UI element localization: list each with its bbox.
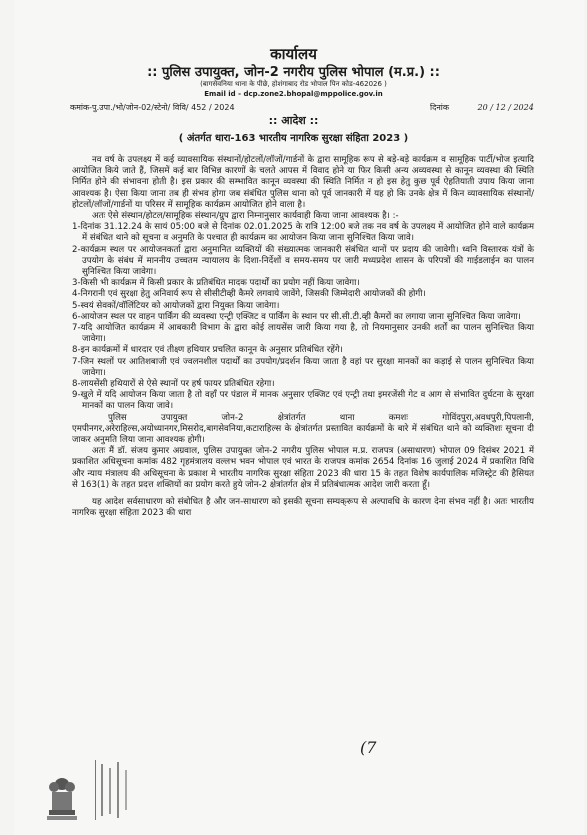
list-item: 8-इन कार्यक्रमों में धारदार एवं तीक्ष्ण हथियार प्रचलित कानून के अनुसार प्रतिबंधित रहेंगे। [72,345,343,356]
date-label: दिनांक [430,103,449,112]
list-item: 7-यदि आयोजित कार्यक्रम में आबकारी विभाग के द्वारा कोई लायसेंस जारी किया गया है, तो नियमानुसार उनकी शर्तों का पालन सुनिश्चित किया जावेगा। [72,323,534,345]
list-item: 7-जिन स्थलों पर आतिशबाजी एवं ज्वलनशील पदार्थों का उपयोग/प्रदर्शन किया जाता है वहां पर सुरक्षा मानकों का कड़ाई से पालन सुनिश्चित किया जावेगा। [72,356,534,378]
list-item: 9-खुले में यदि आयोजन किया जाता है तो वहाँ पर पंडाल में मानक अनुसार एक्जिट एवं एन्ट्री तथा इमरजेंसी गेट व आग से संभावित दुर्घटना के सुरक्षा मानकों का पालन किया जावे। [72,390,534,412]
list-item: 1-दिनांक 31.12.24 के सायं 05:00 बजे से दिनांक 02.01.2025 के रात्रि 12:00 बजे तक नव वर्ष के उपलक्ष्य में आयोजित होने वाले कार्यक्रम में संबंधित थाने को सूचना व अनुमति के पश्चात ही कार्यक्रम का आयोजन किया जाना सुनिश्चित किया जावे। [72,222,534,244]
reference-number: कमांक-पु.उपा./भो/जोन-02/स्टेनो/ विवि/ 452 / 2024 [70,103,235,112]
list-item: 2-कार्यक्रम स्थल पर आयोजनकर्ता द्वारा अनुमानित व्यक्तियों की संख्यात्मक जानकारी संबंधित थानों पर प्रदाय की जावेगी। ध्वनि विस्तारक यंत्रों के उपयोग के संबंध में माननीय उच्चतम न्यायालय के दिशा-निर्देशों व समय-समय पर जारी मध्यप्रदेश शासन के परिपत्रों की गाईडलाईन का पालन सुनिश्चित किया जावेगा। [72,244,534,278]
ashoka-emblem-seal-icon [44,774,80,822]
office-heading: कार्यालय [270,45,317,63]
list-item: 5-स्वयं सेवकों/वॉलिंटियर को आयोजकों द्वारा नियुक्त किया जावेगा। [72,300,280,311]
zone-paragraph: पुलिस उपायुक्त जोन-2 क्षेत्रांतर्गत थाना कमशः गोविंदपुरा,अवधपुरी,पिपलानी, एमपीनगर,अरेराहिल्स,अयोध्यानगर,मिसरोद,बागसेवनिया,कटाराहिल्स के क्षेत्रांतर्गत प्रस्तावित कार्यक्रमों के बारे में संबंधित थाने को व्यक्तिशः सूचना दी जाकर अनुमति लिया जाना आवश्यक होगी। [72,412,534,446]
office-email: Email id - dcp.zone2.bhopal@mppolice.gov.in [204,90,383,98]
office-address: (बागसेवनिया थाना के पीछे, होशंगाबाद रोड भोपाल पिन कोड-462026 ) [200,80,387,88]
order-date [430,102,534,113]
date-value: 20 / 12 / 2024 [477,103,534,112]
office-stamp-icon [95,760,134,820]
signature-mark: (7 [360,738,377,757]
intro-paragraph: नव वर्ष के उपलक्ष्य में कई व्यावसायिक संस्थानों/होटलों/लॉजों/गार्डनों के द्वारा सामूहिक रूप से बड़े-बड़े कार्यक्रम व सामूहिक पार्टी/भोज इत्यादि आयोजित किये जाते हैं, जिसमें कई बार विभिन्न कारणों के चलते आपस में विवाद होने या फिर किसी अन्य अव्यवस्था से कानून व्यवस्था की स्थिति निर्मित होने की संभावना होती है। इस प्रकार की सम्भावित कानून व्यवस्था की स्थिति निर्मित न हो इस हेतु कुछ पूर्व ऐहतियाती उपाय किया जाना आवश्यक है। ऐसा किया जाना तब ही संभव होगा जब संबंधित पुलिस थाना को पूर्व जानकारी में यह हो कि उनके क्षेत्र में किन व्यावसायिक संस्थानों/होटलों/लॉजों/गार्डनों या परिसर में सामूहिक कार्यक्रम आयोजित होने वाला है। [72,155,534,210]
list-item: 6-आयोजन स्थल पर वाहन पार्किंग की व्यवस्था एन्ट्री एक्जिट व पार्किंग के स्थान पर सी.सी.टी.व्ही कैमरों का लगाया जाना सुनिश्चित किया जावेगा। [72,311,521,322]
order-title: :: आदेश :: [268,114,319,127]
section-title: ( अंतर्गत धारा-163 भारतीय नागरिक सुरक्षा संहिता 2023 ) [178,133,409,144]
order-body [72,155,534,520]
list-item: 4-निगरानी एवं सुरक्षा हेतु अनिवार्य रूप से सीसीटीव्ही कैमरे लगवाये जावेंगे, जिसकी जिम्मेदारी आयोजकों की होगी। [72,289,426,300]
final-paragraph: यह आदेश सर्वसाधारण को संबोधित है और जन-साधारण को इसकी सूचना सम्यक्‌रूप से अल्पावधि के कारण देना संभव नहीं है। अतः भारतीय नागरिक सुरक्षा संहिता 2023 की धारा [72,497,534,519]
list-item: 3-किसी भी कार्यक्रम में किसी प्रकार के प्रतिबंधित मादक पदार्थों का प्रयोग नहीं किया जावेगा। [72,278,360,289]
lead-paragraph: अतः ऐसे संस्थान/होटल/सामूहिक संस्थान/ग्रुप द्वारा निम्नानुसार कार्यवाही किया जाना आवश्यक है। :- [92,211,399,222]
office-name: :: पुलिस उपायुक्त, जोन-2 नगरीय पुलिस भोपाल (म.प्र.) :: [147,65,440,80]
list-item: 8-लायसेंसी हथियारों से ऐसे स्थानों पर हर्ष फायर प्रतिबंधित रहेगा। [72,379,275,390]
order-paragraph: अतः मैं डॉ. संजय कुमार अग्रवाल, पुलिस उपायुक्त जोन-2 नगरीय पुलिस भोपाल म.प्र. राजपत्र (असाधारण) भोपाल 09 दिसंबर 2021 में प्रकाशित अधिसूचना कमांक 482 गृहमंत्रालय वल्लभ भवन भोपाल एवं भारत के राजपत्र कमांक 2654 दिनांक 16 जुलाई 2024 में प्रकाशित विधि और न्याय मंत्रालय की अधिसूचना के प्रकाश मे भारतीय नागरिक सुरक्षा संहिता 2023 की धारा 15 के तहत विशेष कार्यपालिक मजिस्ट्रेट की हैसियत से 163(1) के तहत प्रदत्त शक्तियों का प्रयोग करते हुये जोन-2 क्षेत्रांतर्गत क्षेत्र में प्रतिबंधात्मक आदेश जारी करता हूँ। [72,446,534,490]
